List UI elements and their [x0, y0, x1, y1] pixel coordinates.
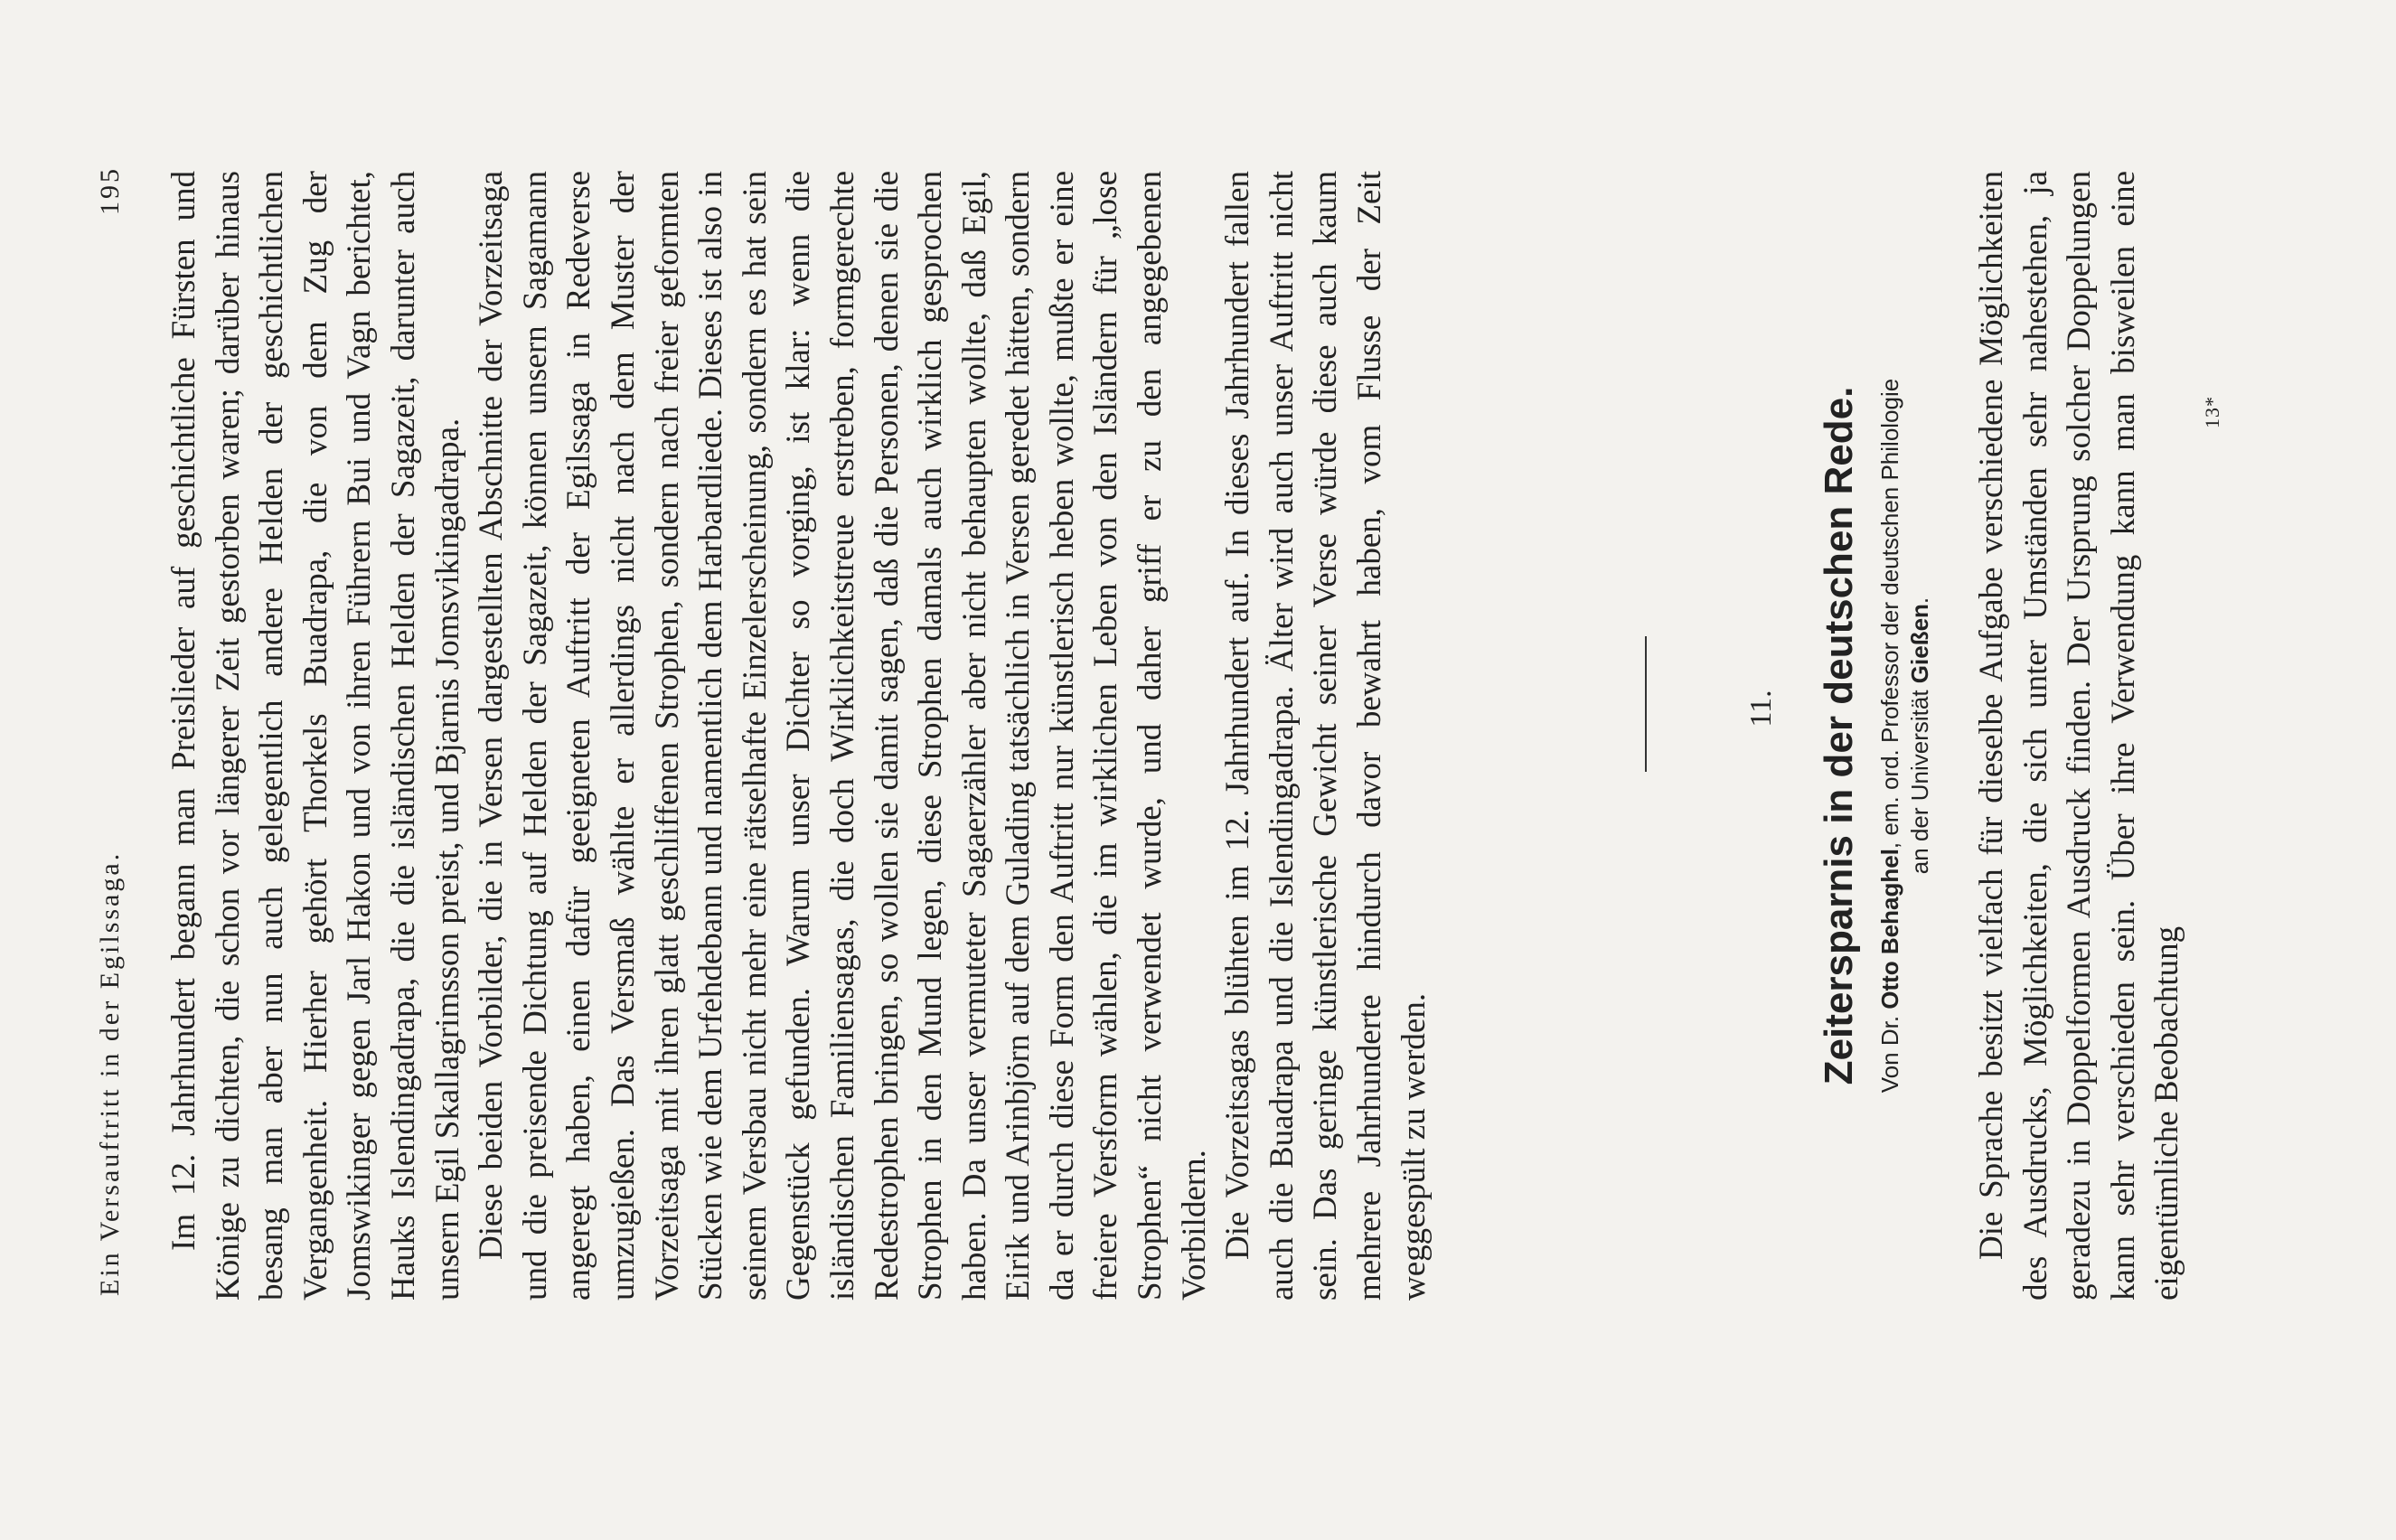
paragraph: Diese beiden Vorbilder, die in Versen dargestellten Abschnitte der Vorzeitsaga und die preisende Dichtung auf Helden der Sagazeit, können unsern Sagamann angeregt haben, einen dafür geeigneten Auftritt der Egilssaga in Redeverse umzugießen. Das Versmaß wählte er allerdings nicht nach dem Muster der Vorzeitsaga mit ihren glatt geschliffenen Strophen, sondern nach freier geformten Stücken wie dem Urfehdebann und namentlich dem Harbardliede. Dieses ist also in seinem Versbau nicht mehr eine rätselhafte Einzelerscheinung, sondern es hat sein Gegenstück gefunden. Warum unser Dichter so vorging, ist klar: wenn die isländischen Familiensagas, die doch Wirklichkeitstreue erstreben, formgerechte Redestrophen bringen, so wollen sie damit sagen, daß die Personen, denen sie die Strophen in den Mund legen, diese Strophen damals auch wirklich gesprochen haben. Da unser vermuteter Sagaerzähler aber nicht behaupten wollte, daß Egil, Eirik und Arinbjörn auf dem Gulading tatsächlich in Versen geredet hätten, sondern da er durch diese Form den Auftritt nur künstlerisch heben wollte, mußte er eine freiere Versform wählen, die im wirklichen Leben von den Isländern für „lose Strophen“ nicht verwendet wurde, und daher griff er zu den angegebenen Vorbildern.: [473, 171, 1213, 1301]
author-name: Otto Behaghel: [1876, 849, 1903, 1009]
byline: [1875, 171, 1935, 1301]
signature-mark: 13*: [2201, 396, 2223, 428]
body-text: [163, 171, 1436, 1301]
byline-prefix: Von Dr.: [1876, 1009, 1903, 1094]
byline-affiliation: , em. ord. Professor der deutschen Philologie: [1876, 378, 1903, 850]
paragraph: Die Vorzeitsagas blühten im 12. Jahrhundert auf. In dieses Jahrhundert fallen auch die Buadrapa und die Islendingadrapa. Älter wird auch unser Auftritt nicht sein. Das geringe künstlerische Gewicht seiner Verse würde diese auch kaum mehrere Jahrhunderte hindurch davor bewahrt haben, vom Flusse der Zeit weggespült zu werden.: [1219, 171, 1433, 1301]
section-number: 11.: [1744, 690, 1778, 728]
section-divider: [1645, 636, 1647, 772]
article-text: [1970, 171, 2190, 1301]
paragraph: Im 12. Jahrhundert begann man Preislieder auf geschichtliche Fürsten und Könige zu dichten, die schon vor längerer Zeit gestorben waren; darüber hinaus besang man aber nun auch gelegentlich andere Helden der geschichtlichen Vergangenheit. Hierher gehört Thorkels Buadrapa, die von dem Zug der Jomswikinger gegen Jarl Hakon und von ihren Führern Bui und Vagn berichtet, Hauks Islendingadrapa, die die isländischen Helden der Sagazeit, darunter auch unsern Egil Skallagrimsson preist, und Bjarnis Jomsvikingadrapa.: [165, 171, 466, 1301]
byline-line2: an der Universität: [1906, 683, 1933, 875]
byline-end: .: [1906, 596, 1933, 605]
running-head-title: Ein Versauftritt in der Egilssaga.: [95, 850, 125, 1296]
university-name: Gießen: [1906, 604, 1933, 684]
paragraph: Die Sprache besitzt vielfach für dieselbe Aufgabe verschiedene Möglichkeiten des Ausdrucks, Möglichkeiten, die sich unter Umständen sehr nahestehen, ja geradezu in Doppelformen Ausdruck finden. Der Ursprung solcher Doppelungen kann sehr verschieden sein. Über ihre Verwendung kann man bisweilen eine eigentümliche Beobachtung: [1973, 171, 2186, 1301]
article-title: Zeitersparnis in der deutschen Rede.: [1817, 386, 1861, 1085]
page-number: 195: [95, 166, 125, 215]
